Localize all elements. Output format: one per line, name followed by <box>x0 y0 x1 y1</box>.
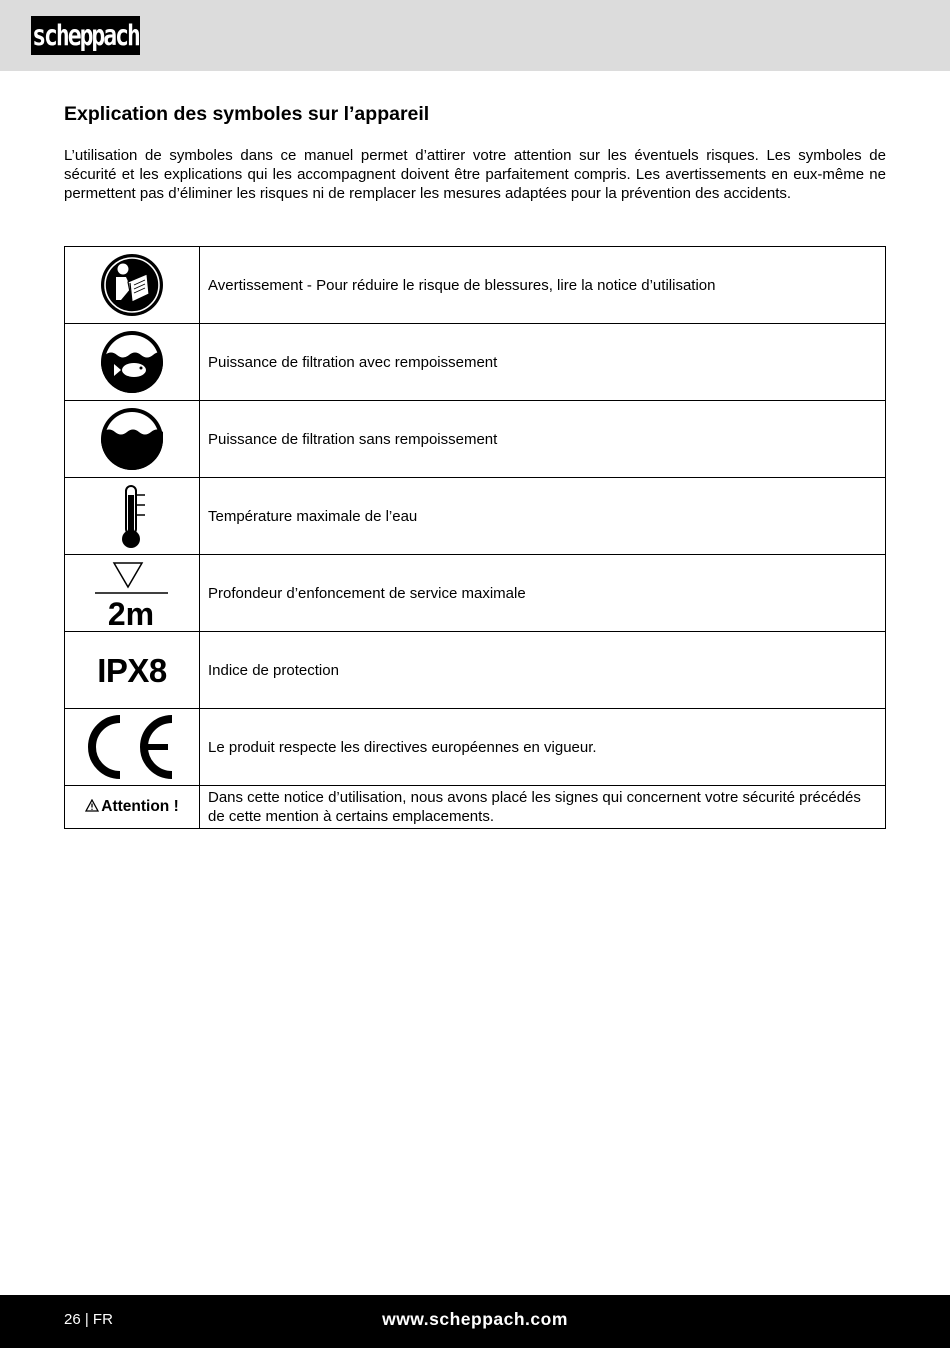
logo-text: scheppach <box>32 19 139 52</box>
symbol-cell <box>65 401 200 478</box>
page-footer <box>0 1295 950 1348</box>
symbol-description: Indice de protection <box>200 632 886 709</box>
table-row <box>65 478 886 555</box>
symbol-cell <box>65 555 200 632</box>
page-number: 26 | FR <box>64 1311 113 1328</box>
symbols-table <box>64 246 886 829</box>
table-row <box>65 324 886 401</box>
page-number-value: 26 <box>64 1311 81 1328</box>
section-title: Explication des symboles sur l’appareil <box>64 103 430 125</box>
website-url: www.scheppach.com <box>382 1309 568 1329</box>
water-level-icon <box>99 406 165 472</box>
symbol-cell <box>65 324 200 401</box>
symbol-cell <box>65 709 200 786</box>
fish-water-icon <box>99 329 165 395</box>
read-manual-icon <box>99 252 165 318</box>
table-row <box>65 555 886 632</box>
table-row <box>65 709 886 786</box>
symbol-description: Puissance de filtration avec rempoissement <box>200 324 886 401</box>
scheppach-logo <box>31 16 140 55</box>
symbol-description: Dans cette notice d’utilisation, nous avons placé les signes qui concernent votre sécurité précédés de cette mention à certains emplacements. <box>200 786 886 829</box>
table-row <box>65 401 886 478</box>
symbol-description: Puissance de filtration sans rempoissement <box>200 401 886 478</box>
symbol-description: Température maximale de l’eau <box>200 478 886 555</box>
symbol-cell <box>65 247 200 324</box>
warning-triangle-icon <box>85 799 99 812</box>
thermometer-icon <box>112 483 152 549</box>
language-code: FR <box>92 1311 113 1328</box>
symbol-description: Le produit respecte les directives européennes en vigueur. <box>200 709 886 786</box>
table-row <box>65 632 886 709</box>
symbol-description: Avertissement - Pour réduire le risque de blessures, lire la notice d’utilisation <box>200 247 886 324</box>
symbol-cell <box>65 786 200 829</box>
depth-label: 2m <box>107 596 155 628</box>
protection-rating-label: IPX8 <box>97 652 167 689</box>
attention-text: Attention ! <box>101 798 179 815</box>
page-header <box>0 0 950 71</box>
symbol-cell <box>65 632 200 709</box>
ipx8-icon <box>82 650 182 690</box>
table-row <box>65 247 886 324</box>
immersion-depth-icon <box>92 558 172 628</box>
intro-paragraph: L’utilisation de symboles dans ce manuel permet d’attirer votre attention sur les éventuels risques. Les symboles de sécurité et les explications qui les accompagnent doivent être parfaitement compris. Les avertissements en eux-même ne permettent pas d’éliminer les risques ni de remplacer les mesures adaptées pour la prévention des accidents. <box>64 147 886 202</box>
attention-label <box>85 798 178 815</box>
symbol-description: Profondeur d’enfoncement de service maximale <box>200 555 886 632</box>
table-row <box>65 786 886 829</box>
symbol-cell <box>65 478 200 555</box>
ce-mark-icon <box>84 714 180 780</box>
